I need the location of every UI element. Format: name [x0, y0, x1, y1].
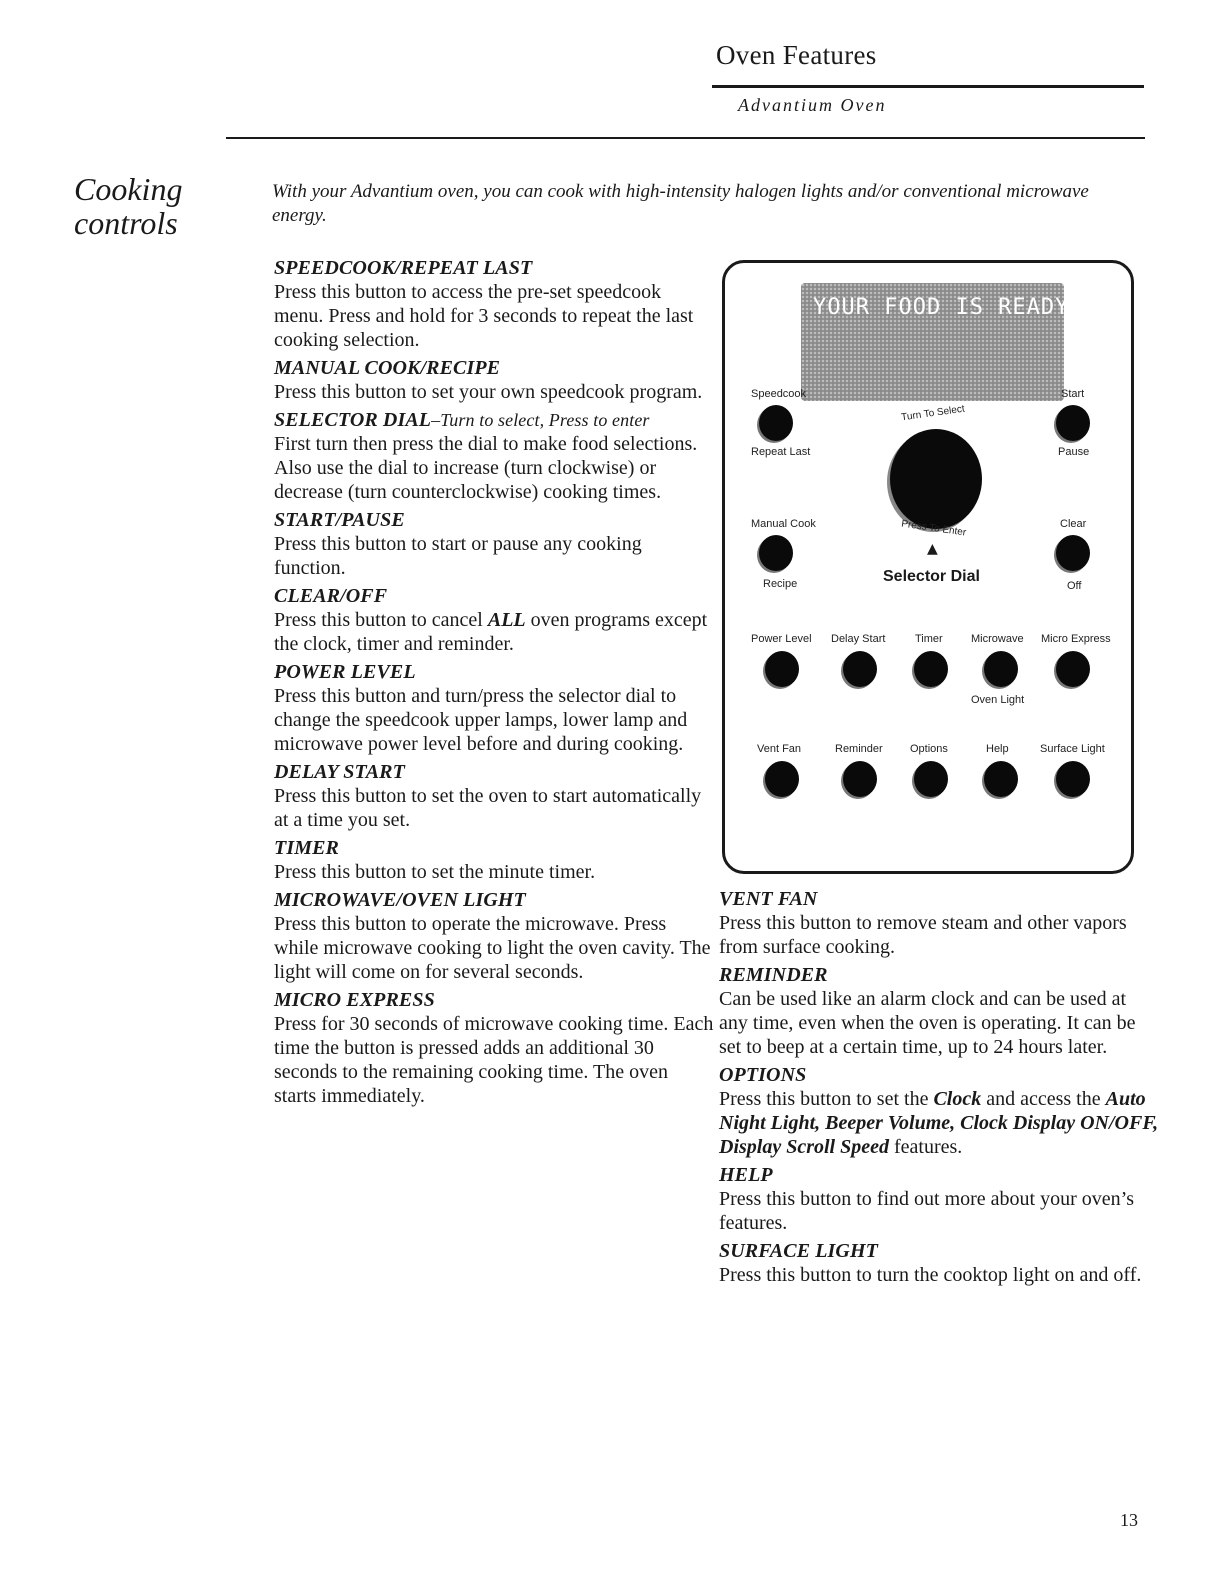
label-pause: Pause — [1058, 446, 1090, 458]
microwave-button[interactable] — [984, 651, 1018, 687]
label-delay-start: Delay Start — [831, 633, 886, 645]
label-options: Options — [910, 743, 948, 755]
item-heading: START/PAUSE — [274, 509, 405, 531]
item-text-emphasis: Clock — [933, 1088, 982, 1110]
selector-dial[interactable] — [890, 429, 982, 529]
item-text-part: features. — [889, 1136, 963, 1158]
speedcook-button[interactable] — [759, 405, 793, 441]
item-text-part: Press this button to set the — [719, 1088, 934, 1110]
section-intro: With your Advantium oven, you can cook with high-intensity halogen lights and/or conventional microwave energy. — [272, 181, 1089, 226]
item-text: Press this button to find out more about your oven’s features. — [719, 1188, 1134, 1234]
label-press-to-enter: Press To Enter — [900, 518, 967, 539]
control-panel — [722, 260, 1134, 874]
item-text — [719, 1087, 1159, 1159]
item-heading: REMINDER — [719, 964, 828, 986]
item-manual-cook — [274, 356, 714, 404]
item-start-pause — [274, 508, 714, 580]
label-clear: Clear — [1060, 518, 1087, 530]
clear-button[interactable] — [1056, 535, 1090, 571]
page-number: 13 — [1120, 1510, 1138, 1530]
item-selector-dial — [274, 408, 714, 504]
item-text: Can be used like an alarm clock and can be used at any time, even when the oven is operating. It can be set to beep at a certain time, up to 24 hours later. — [719, 988, 1136, 1058]
item-heading: MICRO EXPRESS — [274, 989, 435, 1011]
help-button[interactable] — [984, 761, 1018, 797]
item-heading: POWER LEVEL — [274, 661, 416, 683]
item-text: Press this button and turn/press the selector dial to change the speedcook upper lamps, lower lamp and microwave power level before and during cooking. — [274, 685, 688, 755]
item-text-part: and access the — [981, 1088, 1106, 1110]
item-text-part: Press this button to cancel — [274, 609, 488, 631]
label-oven-light: Oven Light — [971, 694, 1025, 706]
power-level-button[interactable] — [765, 651, 799, 687]
item-heading: OPTIONS — [719, 1064, 807, 1086]
item-heading-main: SELECTOR DIAL — [274, 409, 432, 431]
item-heading: DELAY START — [274, 761, 405, 783]
surface-light-button[interactable] — [1056, 761, 1090, 797]
page-subtitle: Advantium Oven — [738, 95, 887, 115]
vent-fan-button[interactable] — [765, 761, 799, 797]
page-title: Oven Features — [716, 40, 877, 70]
start-button[interactable] — [1056, 405, 1090, 441]
delay-start-button[interactable] — [843, 651, 877, 687]
item-power-level — [274, 660, 714, 756]
label-manual-cook: Manual Cook — [751, 518, 816, 530]
section-heading: Cooking controls — [74, 171, 183, 241]
item-heading: CLEAR/OFF — [274, 585, 388, 607]
label-vent-fan: Vent Fan — [757, 743, 802, 755]
item-heading: MICROWAVE/OVEN LIGHT — [274, 889, 526, 911]
item-text: Press this button to turn the cooktop light on and off. — [719, 1264, 1142, 1286]
item-text: First turn then press the dial to make food selections. Also use the dial to increase (turn clockwise) or decrease (turn counterclockwise) cooking times. — [274, 433, 698, 503]
label-turn-to-select: Turn To Select — [900, 403, 966, 424]
label-start: Start — [1061, 388, 1085, 400]
item-text: Press this button to operate the microwave. Press while microwave cooking to light the oven cavity. The light will come on for several seconds. — [274, 913, 711, 983]
label-surface-light: Surface Light — [1040, 743, 1105, 755]
item-text: Press for 30 seconds of microwave cooking time. Each time the button is pressed adds an additional 30 seconds to the remaining cooking time. The oven starts immediately. — [274, 1013, 714, 1107]
item-heading: VENT FAN — [719, 888, 818, 910]
item-reminder — [719, 963, 1159, 1059]
label-help: Help — [986, 743, 1009, 755]
item-heading: SURFACE LIGHT — [719, 1240, 878, 1262]
label-selector-dial: Selector Dial — [883, 568, 980, 585]
item-text-emphasis: ALL — [487, 609, 526, 631]
panel-display — [801, 283, 1070, 401]
item-text: Press this button to remove steam and other vapors from surface cooking. — [719, 912, 1127, 958]
item-heading: SPEEDCOOK/REPEAT LAST — [274, 257, 533, 279]
item-text: Press this button to access the pre-set speedcook menu. Press and hold for 3 seconds to repeat the last cooking selection. — [274, 281, 694, 351]
label-off: Off — [1067, 580, 1082, 592]
item-micro-express — [274, 988, 714, 1108]
item-text: Press this button to set the oven to start automatically at a time you set. — [274, 785, 702, 831]
item-text: Press this button to start or pause any cooking function. — [274, 533, 642, 579]
item-delay-start — [274, 760, 714, 832]
item-heading — [274, 408, 714, 432]
item-text: Press this button to set the minute timer. — [274, 861, 596, 883]
left-column — [274, 256, 714, 1112]
item-heading: HELP — [719, 1164, 773, 1186]
header-rule — [712, 85, 1144, 88]
item-timer — [274, 836, 714, 884]
item-speedcook — [274, 256, 714, 352]
item-microwave — [274, 888, 714, 984]
label-micro-express: Micro Express — [1041, 633, 1111, 645]
right-column — [719, 887, 1159, 1291]
manual-cook-button[interactable] — [759, 535, 793, 571]
label-speedcook: Speedcook — [751, 388, 807, 400]
item-text-part: oven programs except the clock, timer and reminder. — [274, 609, 708, 655]
timer-button[interactable] — [914, 651, 948, 687]
item-vent-fan — [719, 887, 1159, 959]
section-rule — [226, 137, 1145, 139]
item-text-emphasis: Auto Night Light, Beeper Volume, Clock Display ON/OFF, Display Scroll Speed — [719, 1088, 1159, 1158]
reminder-button[interactable] — [843, 761, 877, 797]
item-heading-sub: –Turn to select, Press to enter — [431, 410, 650, 430]
label-timer: Timer — [915, 633, 943, 645]
label-reminder: Reminder — [835, 743, 883, 755]
label-power-level: Power Level — [751, 633, 812, 645]
item-help — [719, 1163, 1159, 1235]
label-recipe: Recipe — [763, 578, 798, 590]
item-clear-off — [274, 584, 714, 656]
label-microwave: Microwave — [971, 633, 1024, 645]
label-repeat-last: Repeat Last — [751, 446, 811, 458]
display-text: YOUR FOOD IS READY — [813, 295, 1070, 320]
item-options — [719, 1063, 1159, 1159]
item-text: Press this button to set your own speedcook program. — [274, 381, 703, 403]
item-heading: MANUAL COOK/RECIPE — [274, 357, 501, 379]
item-surface-light — [719, 1239, 1159, 1287]
item-text — [274, 608, 714, 656]
micro-express-button[interactable] — [1056, 651, 1090, 687]
arrow-up-icon: ▲ — [927, 541, 938, 557]
item-heading: TIMER — [274, 837, 339, 859]
options-button[interactable] — [914, 761, 948, 797]
